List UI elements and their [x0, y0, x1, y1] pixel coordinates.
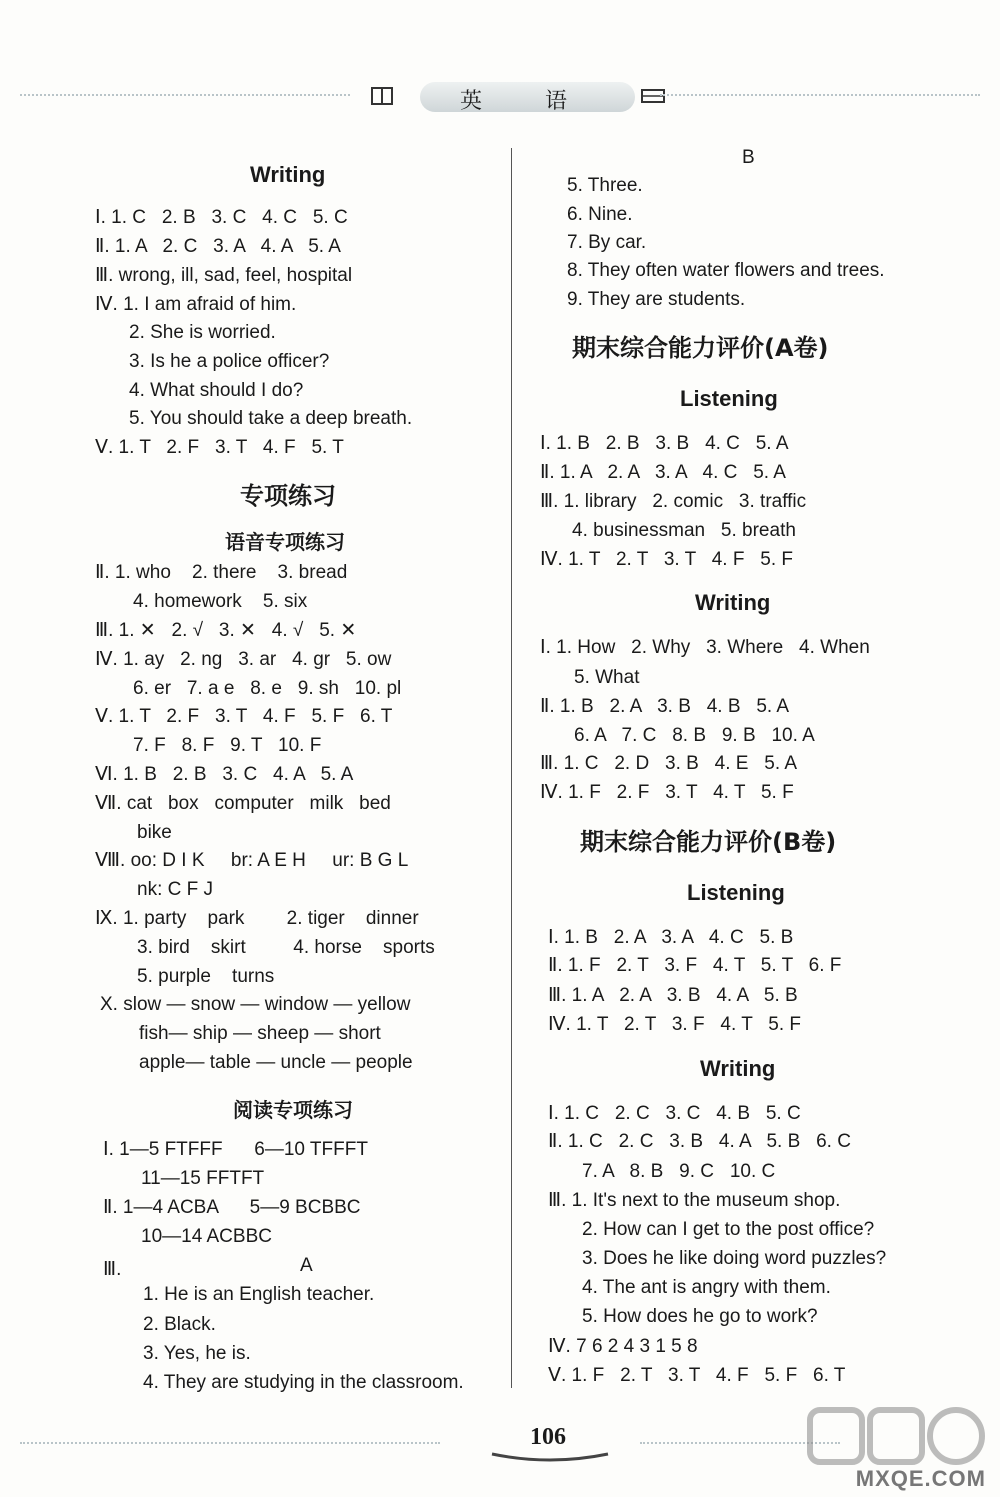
subject-title: 英 语 [460, 89, 595, 114]
answer-line: 3. bird skirt 4. horse sports [137, 937, 435, 958]
answer-line: Ⅰ. 1—5 FTFFF 6—10 TFFFT [103, 1139, 368, 1160]
answer-line: 10—14 ACBBC [141, 1226, 272, 1247]
answer-line: 4. businessman 5. breath [572, 520, 796, 541]
answer-line: Ⅲ. 1. ✕ 2. √ 3. ✕ 4. √ 5. ✕ [95, 620, 357, 641]
answer-line: Ⅰ. 1. C 2. C 3. C 4. B 5. C [548, 1103, 801, 1124]
answer-line: 5. purple turns [137, 966, 275, 987]
answer-line: 4. What should I do? [129, 380, 304, 401]
book-icon [370, 84, 396, 108]
answer-line: 2. She is worried. [129, 322, 276, 343]
section-heading: Writing [250, 162, 326, 187]
answer-line: Ⅱ. 1. F 2. T 3. F 4. T 5. T 6. F [548, 955, 842, 976]
section-heading: Writing [700, 1056, 776, 1081]
page-header [20, 78, 980, 114]
answer-line: Ⅲ. 1. C 2. D 3. B 4. E 5. A [540, 753, 798, 774]
answer-line: A [300, 1255, 313, 1276]
section-heading: 期末综合能力评价(B卷) [580, 828, 837, 856]
header-dots-left [20, 94, 350, 98]
answer-line: Ⅱ. 1. A 2. C 3. A 4. A 5. A [95, 236, 341, 257]
answer-line: 11—15 FFTFT [141, 1168, 265, 1189]
answer-line: Ⅳ. 1. ay 2. ng 3. ar 4. gr 5. ow [95, 649, 392, 670]
section-heading: Writing [695, 590, 771, 615]
answer-line: Ⅳ. 1. T 2. T 3. F 4. T 5. F [548, 1014, 802, 1035]
answer-line: 6. A 7. C 8. B 9. B 10. A [574, 725, 815, 746]
answer-line: 5. What [574, 667, 640, 688]
answer-line: 3. Is he a police officer? [129, 351, 330, 372]
answer-line: Ⅱ. 1. who 2. there 3. bread [95, 562, 348, 583]
answer-line: 3. Yes, he is. [143, 1343, 251, 1364]
answer-line: Ⅲ. 1. It's next to the museum shop. [548, 1190, 841, 1211]
answer-line: Ⅲ. [103, 1259, 122, 1280]
answer-line: Ⅵ. 1. B 2. B 3. C 4. A 5. A [95, 764, 354, 785]
answer-line: 5. Three. [567, 175, 643, 196]
answer-line: Ⅰ. 1. How 2. Why 3. Where 4. When [540, 637, 870, 658]
answer-line: 4. homework 5. six [133, 591, 308, 612]
answer-line: X. slow — snow — window — yellow [100, 994, 411, 1015]
section-heading: Listening [680, 386, 778, 411]
answer-line: 8. They often water flowers and trees. [567, 260, 885, 281]
answer-line: 2. How can I get to the post office? [582, 1219, 875, 1240]
answer-line: Ⅲ. wrong, ill, sad, feel, hospital [95, 265, 353, 286]
answer-line: Ⅲ. 1. library 2. comic 3. traffic [540, 491, 807, 512]
answer-line: Ⅴ. 1. T 2. F 3. T 4. F 5. F 6. T [95, 706, 393, 727]
page-number: 106 [530, 1424, 566, 1450]
answer-line: 6. er 7. a e 8. e 9. sh 10. pl [133, 678, 402, 699]
answer-line: 1. He is an English teacher. [143, 1284, 375, 1305]
answer-line: B [742, 147, 755, 168]
answer-line: 7. F 8. F 9. T 10. F [133, 735, 322, 756]
answer-line: 9. They are students. [567, 289, 746, 310]
answer-line: 2. Black. [143, 1314, 216, 1335]
answer-line: 3. Does he like doing word puzzles? [582, 1248, 887, 1269]
answer-line: Ⅱ. 1. B 2. A 3. B 4. B 5. A [540, 696, 790, 717]
section-heading: 期末综合能力评价(A卷) [572, 334, 829, 362]
answer-line: 4. The ant is angry with them. [582, 1277, 831, 1298]
answer-line: Ⅸ. 1. party park 2. tiger dinner [95, 908, 419, 929]
answer-line: Ⅶ. cat box computer milk bed [95, 793, 391, 814]
watermark-text: MXQE.COM [855, 1466, 986, 1491]
footer-dots-left [20, 1442, 440, 1446]
answer-line: Ⅰ. 1. C 2. B 3. C 4. C 5. C [95, 207, 348, 228]
answer-line: Ⅳ. 1. I am afraid of him. [95, 294, 297, 315]
section-heading: Listening [687, 880, 785, 905]
answer-line: Ⅷ. oo: D I K br: A E H ur: B G L [95, 850, 409, 871]
page-swoosh [490, 1452, 610, 1462]
answer-line: apple— table — uncle — people [139, 1052, 413, 1073]
answer-line: 5. You should take a deep breath. [129, 408, 413, 429]
answer-line: 7. By car. [567, 232, 647, 253]
answer-line: Ⅱ. 1. C 2. C 3. B 4. A 5. B 6. C [548, 1131, 851, 1152]
header-dots-right [660, 94, 980, 98]
answer-line: 4. They are studying in the classroom. [143, 1372, 464, 1393]
section-heading: 阅读专项练习 [233, 1098, 353, 1122]
answer-line: fish— ship — sheep — short [139, 1023, 381, 1044]
answer-line: Ⅳ. 1. F 2. F 3. T 4. T 5. F [540, 782, 794, 803]
answer-line: 7. A 8. B 9. C 10. C [582, 1161, 776, 1182]
section-heading: 语音专项练习 [225, 530, 345, 554]
answer-line: bike [137, 822, 172, 843]
answer-line: Ⅴ. 1. T 2. F 3. T 4. F 5. T [95, 437, 344, 458]
answer-line: Ⅱ. 1. A 2. A 3. A 4. C 5. A [540, 462, 786, 483]
answer-line: Ⅲ. 1. A 2. A 3. B 4. A 5. B [548, 985, 798, 1006]
answer-line: Ⅱ. 1—4 ACBA 5—9 BCBBC [103, 1197, 361, 1218]
answer-line: 6. Nine. [567, 204, 633, 225]
column-divider [511, 148, 512, 1388]
answer-line: Ⅳ. 1. T 2. T 3. T 4. F 5. F [540, 549, 794, 570]
answer-line: nk: C F J [137, 879, 214, 900]
answer-line: 5. How does he go to work? [582, 1306, 818, 1327]
answer-line: Ⅴ. 1. F 2. T 3. T 4. F 5. F 6. T [548, 1365, 846, 1386]
answer-line: Ⅰ. 1. B 2. A 3. A 4. C 5. B [548, 927, 794, 948]
answer-line: Ⅳ. 7 6 2 4 3 1 5 8 [548, 1336, 698, 1357]
answer-line: Ⅰ. 1. B 2. B 3. B 4. C 5. A [540, 433, 789, 454]
section-heading: 专项练习 [240, 482, 336, 510]
